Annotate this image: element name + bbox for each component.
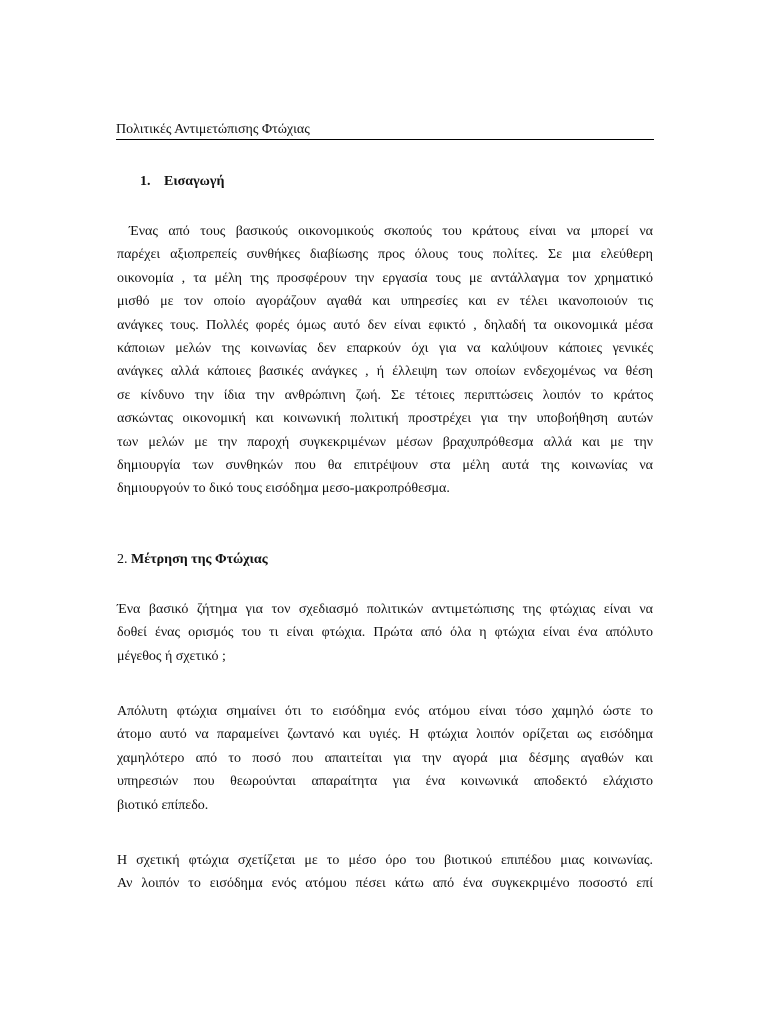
paragraph-relative-poverty: [117, 849, 653, 896]
text-line: Απόλυτη φτώχια σημαίνει ότι το εισόδημα ενός ατόμου είναι τόσο χαμηλό ώστε το: [117, 704, 653, 719]
text-line: άτομο αυτό να παραμείνει ζωντανό και υγιές. Η φτώχια λοιπόν ορίζεται ως εισόδημα: [117, 727, 653, 743]
text-line: δημιουργούν το δικό τους εισόδημα μεσο-μακροπρόθεσμα.: [117, 481, 450, 497]
text-line: δοθεί ένας ορισμός του τι είναι φτώχια. Πρώτα από όλα η φτώχια είναι ένα απόλυτο: [117, 625, 653, 641]
text-line: χαμηλότερο από το ποσό που απαιτείται για την αγορά μια δέσμης αγαθών και: [117, 750, 653, 766]
running-header: Πολιτικές Αντιμετώπισης Φτώχιας: [116, 121, 654, 140]
section-number: 1.: [140, 174, 151, 189]
text-line: δημιουργία των συνθηκών που θα επιτρέψουν στα μέλη αυτά της κοινωνίας να: [117, 457, 653, 473]
text-line: παρέχει αξιοπρεπείς συνθήκες διαβίωσης προς όλους τους πολίτες. Σε μια ελεύθερη: [117, 247, 653, 263]
text-line: οικονομία , τα μέλη της προσφέρουν την εργασία τους με αντάλλαγμα τον χρηματικό: [117, 270, 653, 286]
text-line: ασκώντας οικονομική και κοινωνική πολιτική προστρέχει για την υποβοήθηση αυτών: [117, 411, 653, 427]
text-line: Αν λοιπόν το εισόδημα ενός ατόμου πέσει κάτω από ένα συγκεκριμένο ποσοστό επί: [117, 876, 653, 892]
section-title: Εισαγωγή: [164, 174, 225, 189]
text-line: μέγεθος ή σχετικό ;: [117, 648, 226, 664]
section-number: 2.: [117, 552, 128, 567]
text-line: κάποιων μελών της κοινωνίας δεν επαρκούν όχι για να καλύψουν κάποιες γενικές: [117, 340, 653, 356]
text-line: σε κίνδυνο την ίδια την ανθρώπινη ζωή. Σε τέτοιες περιπτώσεις λοιπόν το κράτος: [117, 387, 653, 403]
section-heading-poverty-measurement: [117, 550, 268, 570]
paragraph-poverty-definition: [117, 598, 653, 668]
text-line: βιοτικό επίπεδο.: [117, 797, 209, 813]
section-heading-introduction: [140, 172, 224, 192]
text-line: ανάγκες αλλά κάποιες βασικές ανάγκες , ή έλλειψη των οποίων ενδεχομένως να θέση: [117, 364, 653, 380]
text-line: Ένας από τους βασικούς οικονομικούς σκοπούς του κράτους είναι να μπορεί να: [129, 224, 653, 239]
text-line: μισθό με τον οποίο αγοράζουν αγαθά και υπηρεσίες και εν τέλει ικανοποιούν τις: [117, 294, 653, 310]
text-line: των μελών με την παροχή συγκεκριμένων μέσων βραχυπρόθεσμα αλλά και με την: [117, 434, 653, 450]
text-line: υπηρεσιών που θεωρούνται απαραίτητα για ένα κοινωνικά αποδεκτό ελάχιστο: [117, 774, 653, 790]
text-line: Ένα βασικό ζήτημα για τον σχεδιασμό πολιτικών αντιμετώπισης της φτώχιας είναι να: [117, 602, 653, 617]
section-title: Μέτρηση της Φτώχιας: [131, 552, 268, 567]
paragraph-introduction: [117, 220, 653, 501]
text-line: ανάγκες τους. Πολλές φορές όμως αυτό δεν είναι εφικτό , δηλαδή τα οικονομικά μέσα: [117, 317, 653, 333]
paragraph-absolute-poverty: [117, 700, 653, 817]
text-line: Η σχετική φτώχια σχετίζεται με το μέσο όρο του βιοτικού επιπέδου μιας κοινωνίας.: [117, 853, 653, 868]
